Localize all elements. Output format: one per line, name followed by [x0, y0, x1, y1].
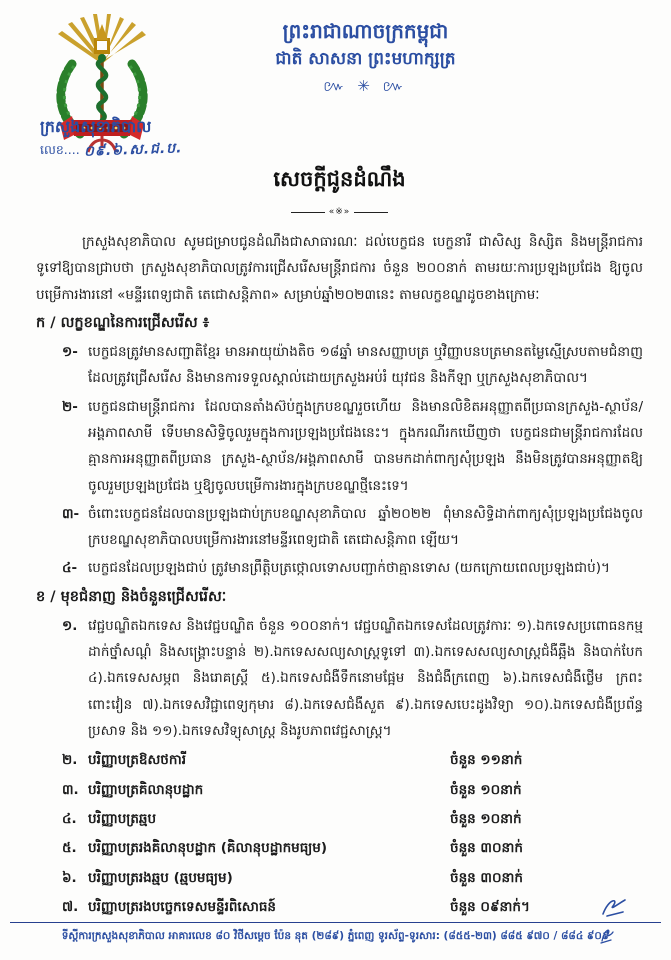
row-count: ចំនួន ១០នាក់ — [450, 781, 522, 798]
item-text: វេជ្ជបណ្ឌិតឯកទេស និងវេជ្ជបណ្ឌិត ចំនួន ១០០នាក់។ វេជ្ជបណ្ឌិតឯកទេសដែលត្រូវការៈ ១).ឯកទេសប្រពោធនកម្ម ដាក់ថ្នាំសណ្តំ និងសង្គ្រោះបន្ទាន់ ២).ឯកទេសសល្យសាស្ត្រទូទៅ ៣).ឯកទេសសល្យសាស្ត្រជំងឺឆ្អឹង និងបាក់បែក ៤).ឯកទេសសម្ភព និងរោគស្ត្រី ៥).ឯកទេសជំងឺទឹកនោមផ្អែម និងជំងឺក្រពេញ ៦).ឯកទេសជំងឺថ្លើម ក្រពះ ពោះវៀន ៧).ឯកទេសវិជ្ជាពេទ្យកុមារ ៨).ឯកទេសជំងឺសួត ៩).ឯកទេសបេះដូងវិទ្យា ១០).ឯកទេសជំងឺប្រព័ន្ធប្រសាទ និង ១១).ឯកទេសវិទ្យុសាស្ត្រ និងរូបភាពវេជ្ជសាស្ត្រ។ — [88, 617, 643, 739]
signature-paraph-icon — [599, 896, 629, 924]
item-text: បេក្ខជនត្រូវមានសញ្ជាតិខ្មែរ មានអាយុយ៉ាងតិច ១៨ឆ្នាំ មានសញ្ញាបត្រ ឬវិញ្ញាបនបត្រមានតម្លៃស្មើស្របតាមជំនាញដែលត្រូវជ្រើសរើស និងមានការទទួលស្គាល់ដោយក្រសួងអប់រំ យុវជន និងកីឡា ឬក្រសួងសុខាភិបាល។ — [88, 343, 643, 387]
item-number: ៤- — [62, 560, 78, 577]
condition-item-1 — [62, 339, 643, 392]
section-b-heading: ខ / មុខជំនាញ និងចំនួនជ្រើសរើសៈ — [36, 588, 227, 605]
national-motto: ជាតិ សាសនា ព្រះមហាក្សត្រ — [275, 49, 456, 69]
divider-rule-left — [291, 212, 325, 213]
row-count: ចំនួន ៣០នាក់ — [450, 840, 523, 857]
row-number: ៣. — [62, 781, 79, 798]
section-a-heading: ក / លក្ខខណ្ឌនៃការជ្រើសរើស ៖ — [36, 314, 210, 331]
divider-rule-right — [354, 212, 388, 213]
row-count: ចំនួន ៣០នាក់ — [450, 869, 523, 886]
row-number: ៦. — [62, 869, 77, 886]
ref-label: លេខ.... — [40, 142, 80, 157]
quota-row — [62, 747, 643, 773]
item-number: ២- — [62, 398, 78, 415]
item-number: ១- — [62, 343, 78, 360]
row-number: ២. — [62, 752, 78, 769]
footer-divider-rule — [10, 922, 661, 923]
kingdom-title: ព្រះរាជាណាចក្រកម្ពុជា — [282, 19, 449, 43]
quota-row — [62, 806, 643, 832]
footer-scribble-icon — [599, 926, 615, 948]
row-count: ចំនួន ០៩នាក់។ — [450, 898, 530, 915]
document-body — [36, 166, 643, 923]
specialty-item-1 — [62, 613, 643, 745]
header-ornament: ៚ ✳ ៚ — [323, 77, 408, 96]
ref-number-handwritten: ០៩.៦.ស.ជ.ប. — [83, 140, 183, 160]
row-number: ៧. — [62, 898, 79, 915]
row-label: បរិញ្ញាបត្រឆ្មប — [88, 810, 157, 827]
row-label: បរិញ្ញាបត្ររងបច្ចេកទេសមន្ទីរពិសោធន៍ — [88, 898, 276, 915]
condition-item-3 — [62, 501, 643, 554]
row-number: ៥. — [62, 840, 77, 857]
intro-paragraph: ក្រសួងសុខាភិបាល សូមជម្រាបជូនដំណឹងជាសាធារណៈ ដល់បេក្ខជន បេក្ខនារី ជាសិស្ស និស្សិត និងមន្ត្រីរាជការទូទៅឱ្យបានជ្រាបថា ក្រសួងសុខាភិបាលត្រូវការជ្រើសរើសមន្ត្រីរាជការ ចំនួន ២០០នាក់ តាមរយៈការប្រឡងប្រជែង ឱ្យចូលបម្រើការងារនៅ «មន្ទីរពេទ្យជាតិ តេជោសន្តិភាព» សម្រាប់ឆ្នាំ២០២៣នេះ តាមលក្ខខណ្ឌដូចខាងក្រោមៈ — [36, 234, 643, 303]
row-count: ចំនួន ១០នាក់ — [450, 810, 522, 827]
item-number: ៣- — [62, 505, 80, 522]
title-divider — [36, 207, 643, 217]
item-text: បេក្ខជនជាមន្ត្រីរាជការ ដែលបានតាំងស៊ប់ក្នុងក្របខណ្ឌរួចហើយ និងមានលិខិតអនុញ្ញាតពីប្រធានក្រសួង-ស្ថាប័ន/អង្គភាពសាមី ទើបមានសិទ្ធិចូលរួមក្នុងការប្រឡងប្រជែងនេះ។ ក្នុងករណីរកឃើញថា បេក្ខជនជាមន្ត្រីរាជការដែលគ្មានការអនុញ្ញាតពីប្រធាន ក្រសួង-ស្ថាប័ន/អង្គភាពសាមី បានមកដាក់ពាក្យសុំប្រឡង នឹងមិនត្រូវបានអនុញ្ញាតឱ្យចូលរួមប្រឡងប្រជែង ឬឱ្យចូលបម្រើការងារក្នុងក្របខណ្ឌថ្មីនេះទេ។ — [88, 398, 643, 494]
quota-row — [62, 835, 643, 861]
divider-ornament: «※» — [328, 207, 351, 217]
footer-address: ទីស្តីការក្រសួងសុខាភិបាល អាគារលេខ ៨០ វិថីសម្តេច ប៉ែន នុត (២៨៩) ភ្នំពេញ ទូរស័ព្ទ-ទូរសារ: (៨៥៥-២៣) ៨៨៥ ៩៧០ / ៨៨៤ ៩០៩ — [61, 930, 610, 942]
document-title: សេចក្តីជូនដំណឹង — [273, 167, 406, 191]
ministry-name: ក្រសួងសុខាភិបាល — [40, 117, 152, 136]
row-count: ចំនួន ១១នាក់ — [450, 752, 523, 769]
quota-row — [62, 777, 643, 803]
condition-item-4 — [62, 555, 643, 581]
item-text: ចំពោះបេក្ខជនដែលបានប្រឡងជាប់ក្របខណ្ឌសុខាភិបាល ឆ្នាំ២០២២ ពុំមានសិទ្ធិដាក់ពាក្យសុំប្រឡងប្រជែងចូលក្របខណ្ឌសុខាភិបាលបម្រើការងារនៅមន្ទីរពេទ្យជាតិ តេជោសន្តិភាព ឡើយ។ — [88, 505, 643, 549]
row-label: បរិញ្ញាបត្ររងឆ្មប (ឆ្មបមធ្យម) — [88, 869, 233, 886]
header-titles — [120, 16, 611, 99]
row-number: ៤. — [62, 810, 77, 827]
item-number: ១. — [62, 617, 78, 634]
row-label: បរិញ្ញាបត្រគិលានុបដ្ឋាក — [88, 781, 204, 798]
row-label: បរិញ្ញាបត្ររងគិលានុបដ្ឋាក (គិលានុបដ្ឋាកមធ្យម) — [88, 840, 328, 857]
page-footer — [0, 896, 671, 960]
reference-number-line — [40, 140, 182, 161]
item-text: បេក្ខជនដែលប្រឡងជាប់ ត្រូវមានព្រឹត្តិបត្រថ្កោលទោសបញ្ជាក់ថាគ្មានទោស (យកក្រោយពេលប្រឡងជាប់)។ — [88, 560, 610, 577]
row-label: បរិញ្ញាបត្រឱសថការី — [88, 752, 187, 769]
quota-row — [62, 865, 643, 891]
condition-item-2 — [62, 394, 643, 499]
